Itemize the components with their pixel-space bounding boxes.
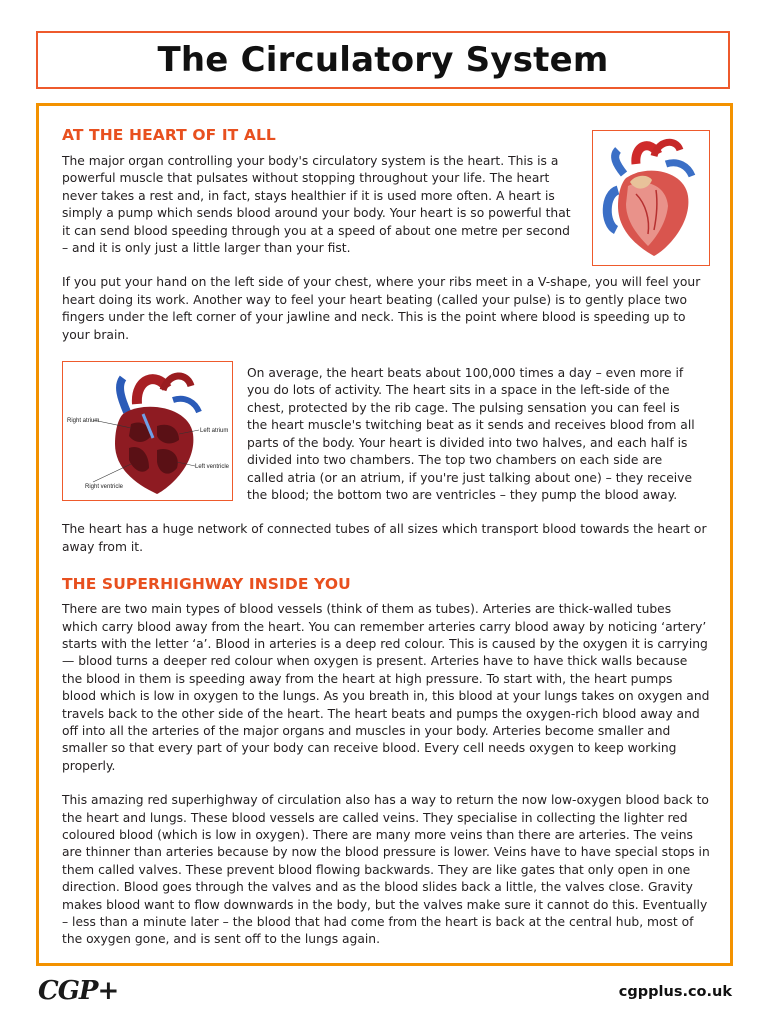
paragraph: If you put your hand on the left side of your chest, where your ribs meet in a V-shape, you will feel your heart doing its work. Another way to feel your heart beating (called your pulse) is to gently place two fingers under the left corner of your jawline and neck. This is the point where blood is speeding up to your brain. [62,275,701,342]
paragraph: There are two main types of blood vessels (think of them as tubes). Arteries are thick-walled tubes which carry blood away from the heart. You can remember arteries carry blood away by noticing ‘artery’ starts with the letter ‘a’. Blood in arteries is a deep red colour. This is caused by the oxygen it is carrying — blood turns a deeper red colour when oxygen is present. Arteries have to have thick walls because the blood in them is speeding away from the heart at high pressure. To start with, the heart pumps blood which is low in oxygen to the lungs. As you breath in, this blood at your lungs takes on oxygen and travels back to the other side of the heart. The heart beats and pumps the oxygen-rich blood away and off into all the arteries of the major organs and muscles in your body. Arteries become smaller and smaller so that every part of your body can receive blood. Every cell needs oxygen to keep working properly. [62,602,710,773]
website-url[interactable]: cgpplus.co.uk [618,984,732,1000]
label-left-ventricle: Left ventricle [194,464,229,471]
paragraph: The heart has a huge network of connected tubes of all sizes which transport blood towards the heart or away from it. [62,522,707,554]
page-title: The Circulatory System [157,40,609,80]
heart-diagram [62,361,233,501]
section-heading-superhighway: THE SUPERHIGHWAY INSIDE YOU [62,575,351,594]
main-content [62,124,710,949]
paragraph: On average, the heart beats about 100,000 times a day – even more if you do lots of activity. The heart sits in a space in the left-side of the chest, protected by the rib cage. The pulsing sensation you can feel is the heart muscle's twitching beat as it sends and receives blood from all parts of the body. Your heart is divided into two halves, and each half is divided into two chambers. The top two chambers on each side are called atria (or an atrium, if you're just talking about one) – they receive the blood; the bottom two are ventricles – they pump the blood away. [247,366,695,502]
label-right-ventricle: Right ventricle [84,484,123,491]
title-box [36,31,730,89]
paragraph: This amazing red superhighway of circulation also has a way to return the now low-oxygen blood back to the heart and lungs. These blood vessels are called veins. They specialise in collecting the lighter red coloured blood (which is low in oxygen). There are many more veins than there are arteries. The veins are thinner than arteries because by now the blood pressure is lower. Veins have to have special stops in them called valves. These prevent blood flowing backwards. They are like gates that only open in one direction. Blood goes through the valves and as the blood slides back a little, the valves close. Gravity makes blood want to flow downwards in the body, but the valves make sure it cannot do this. Eventually – less than a minute later – the blood that had come from the heart is back at the central hub, most of the oxygen gone, and is sent off to the lungs again. [62,793,710,947]
label-left-atrium: Left atrium [199,428,228,435]
paragraph: The major organ controlling your body's circulatory system is the heart. This is a powerful muscle that pulsates without stopping throughout your life. The heart never takes a rest and, in fact, stays healthier if it is used more often. A heart is simply a pump which sends blood around your body. Your heart is so powerful that it can send blood speeding through you at a speed of about one metre per second – and it is only just a little larger than your fist. [62,154,571,256]
label-right-atrium: Right atrium [66,418,99,425]
section-heading-heart: AT THE HEART OF IT ALL [62,126,276,144]
cgp-logo: CGP+ [38,976,119,1006]
heart-cross-section-image [65,364,231,498]
diagram-row [62,361,710,504]
